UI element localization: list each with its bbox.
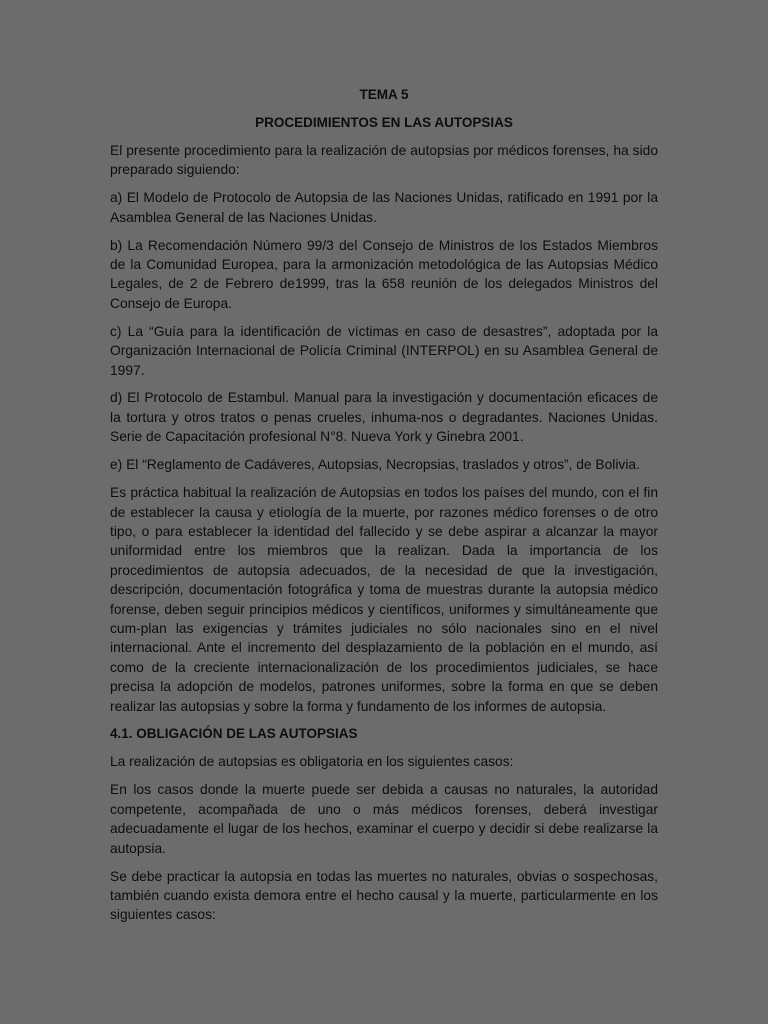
document-subtitle: PROCEDIMIENTOS EN LAS AUTOPSIAS [255,115,513,130]
section-paragraph: Se debe practicar la autopsia en todas las muertes no naturales, obvias o sospechosas, también cuando exista demora entre el hecho causal y la muerte, particularmente en los siguientes casos: [110,868,658,923]
list-item: a) El Modelo de Protocolo de Autopsia de las Naciones Unidas, ratificado en 1991 por la Asamblea General de las Naciones Unidas. [110,190,658,225]
section-paragraph: En los casos donde la muerte puede ser debida a causas no naturales, la autoridad competente, acompañada de uno o más médicos forenses, deberá investigar adecuadamente el lugar de los hechos, examinar el cuerpo y decidir si debe realizarse la autopsia. [110,782,658,856]
intro-paragraph: El presente procedimiento para la realización de autopsias por médicos forenses, ha sido preparado siguiendo: [110,143,658,178]
list-item: c) La “Guía para la identificación de víctimas en caso de desastres”, adoptada por la Organización Internacional de Policía Criminal (INTERPOL) en su Asamblea General de 1997. [110,323,658,378]
list-item: e) El “Reglamento de Cadáveres, Autopsias, Necropsias, traslados y otros”, de Bolivia. [110,457,640,473]
document-title: TEMA 5 [359,87,409,102]
list-item: b) La Recomendación Número 99/3 del Consejo de Ministros de los Estados Miembros de la Comunidad Europea, para la armonización metodológica de las Autopsias Médico Legales, de 2 de Febrero de1999, tras la 658 reunión de los delegados Ministros del Consejo de Europa. [110,237,658,311]
list-item: d) El Protocolo de Estambul. Manual para la investigación y documentación eficaces de la tortura y otros tratos o penas crueles, inhuma-nos o degradantes. Naciones Unidas. Serie de Capacitación profesional N°8. Nueva York y Ginebra 2001. [110,390,658,445]
section-paragraph: La realización de autopsias es obligatoria en los siguientes casos: [110,754,514,770]
body-paragraph: Es práctica habitual la realización de Autopsias en todos los países del mundo, con el fin de establecer la causa y etiología de la muerte, por razones médico forenses o de otro tipo, o para establecer la identidad del fallecido y se debe aspirar a alcanzar la mayor uniformidad entre los miembros que la realizan. Dada la importancia de los procedimientos de autopsia adecuados, de la necesidad de que la investigación, descripción, documentación fotográfica y toma de muestras durante la autopsia médico forense, deben seguir principios médicos y científicos, uniformes y simultáneamente que cum-plan las exigencias y trámites judiciales no sólo nacionales sino en el nivel internacional. Ante el incremento del desplazamiento de la población en el mundo, así como de la creciente internacionalización de los procedimientos judiciales, se hace precisa la adopción de modelos, patrones uniformes, sobre la forma en que se deben realizar las autopsias y sobre la forma y fundamento de los informes de autopsia. [110,485,658,714]
section-heading: 4.1. OBLIGACIÓN DE LAS AUTOPSIAS [110,726,358,742]
